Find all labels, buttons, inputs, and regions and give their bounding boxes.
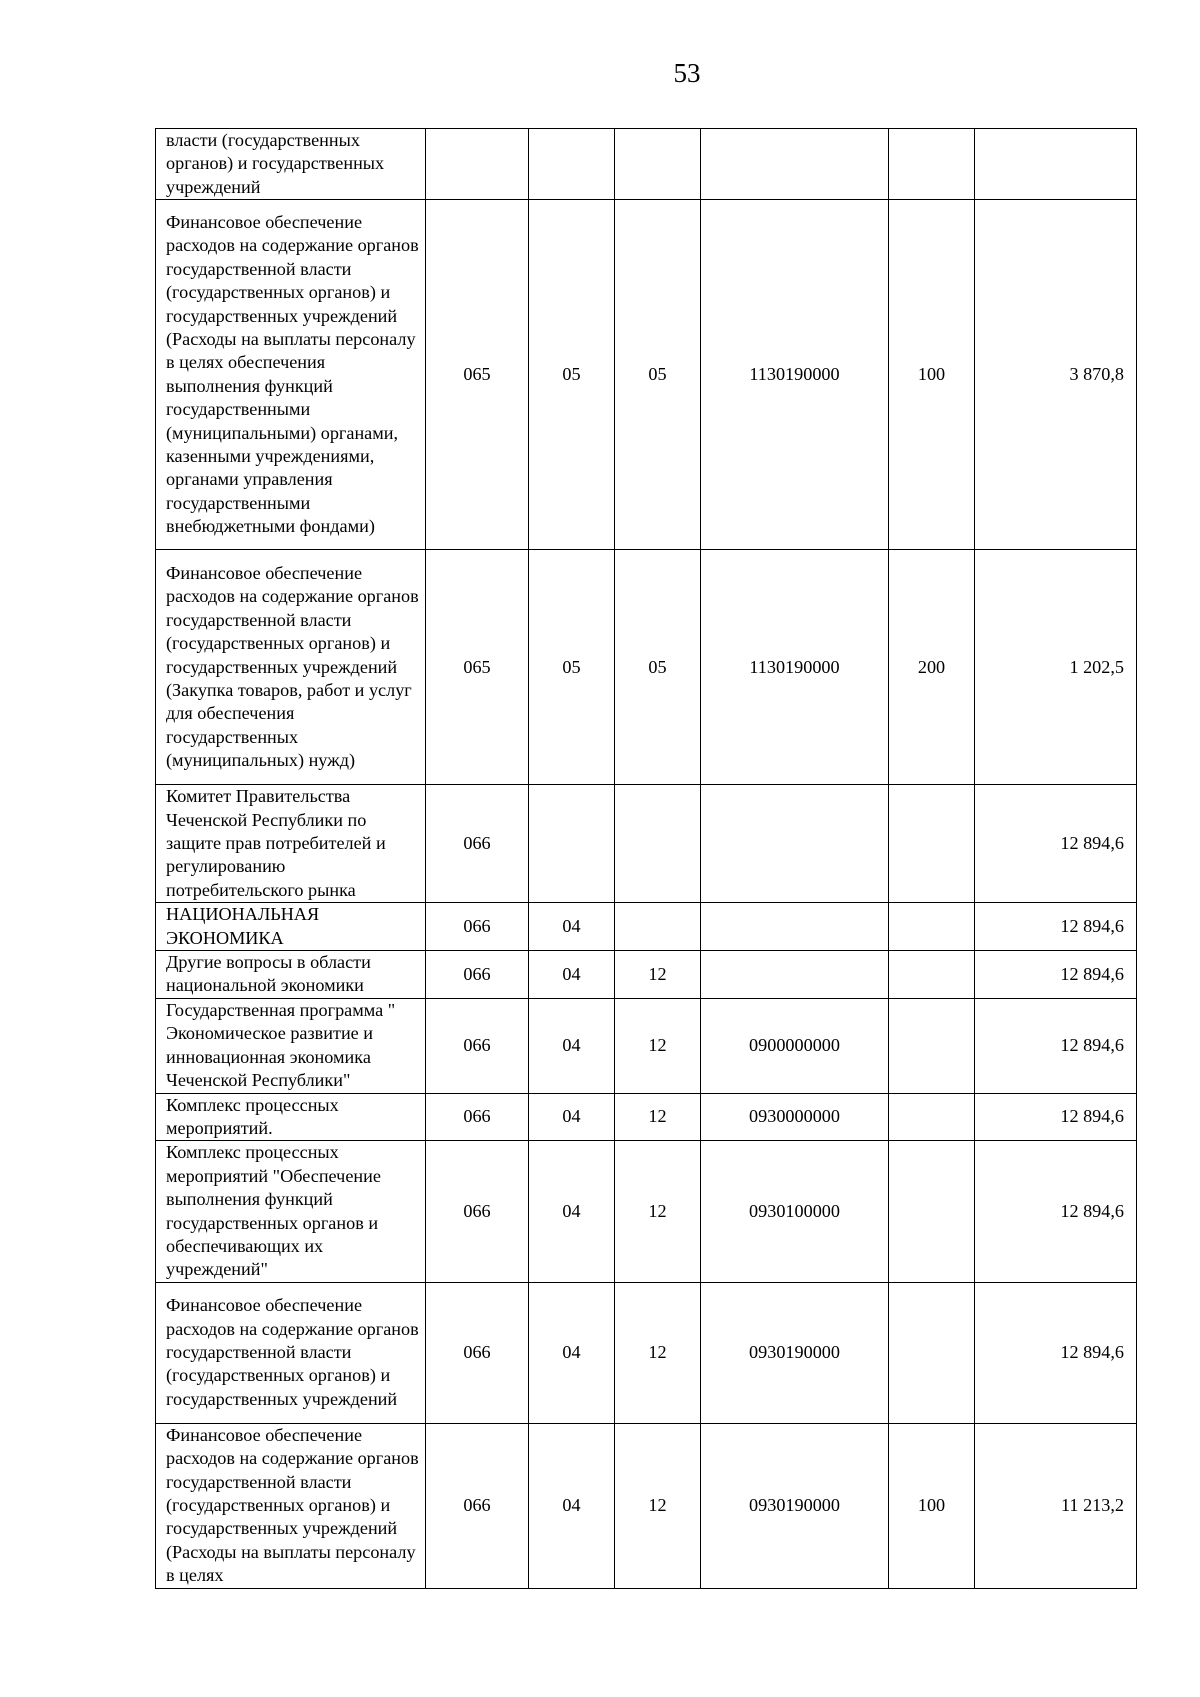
subsection-code-cell: 12 — [615, 1423, 701, 1588]
target-article-cell: 0930190000 — [701, 1423, 889, 1588]
amount-cell: 12 894,6 — [975, 1282, 1137, 1423]
amount-cell: 1 202,5 — [975, 550, 1137, 785]
table-row — [156, 1282, 1137, 1423]
expense-type-cell — [889, 998, 975, 1093]
expense-type-cell — [889, 903, 975, 951]
table-row — [156, 903, 1137, 951]
expense-name-cell: Комитет Правительства Чеченской Республики по защите прав потребителей и регулированию потребительского рынка — [156, 785, 426, 903]
expense-type-cell — [889, 1093, 975, 1141]
expense-name-cell: Комплекс процессных мероприятий. — [156, 1093, 426, 1141]
amount-cell: 12 894,6 — [975, 1093, 1137, 1141]
subsection-code-cell — [615, 785, 701, 903]
table-row — [156, 785, 1137, 903]
expense-type-cell — [889, 1141, 975, 1282]
target-article-cell — [701, 903, 889, 951]
expense-type-cell — [889, 129, 975, 200]
expense-type-cell — [889, 951, 975, 999]
subsection-code-cell: 12 — [615, 1141, 701, 1282]
table-row — [156, 129, 1137, 200]
budget-table — [155, 128, 1137, 1589]
expense-name-cell: Финансовое обеспечение расходов на содержание органов государственной власти (государственных органов) и государственных учреждений (Расходы на выплаты персоналу в целях — [156, 1423, 426, 1588]
ministry-code-cell: 066 — [426, 785, 529, 903]
ministry-code-cell: 066 — [426, 903, 529, 951]
ministry-code-cell — [426, 129, 529, 200]
table-row — [156, 200, 1137, 550]
expense-type-cell: 200 — [889, 550, 975, 785]
target-article-cell — [701, 129, 889, 200]
subsection-code-cell — [615, 903, 701, 951]
expense-name-cell: власти (государственных органов) и государственных учреждений — [156, 129, 426, 200]
target-article-cell: 0900000000 — [701, 998, 889, 1093]
amount-cell: 12 894,6 — [975, 998, 1137, 1093]
section-code-cell: 04 — [529, 1282, 615, 1423]
ministry-code-cell: 065 — [426, 550, 529, 785]
expense-type-cell — [889, 785, 975, 903]
amount-cell: 11 213,2 — [975, 1423, 1137, 1588]
subsection-code-cell: 12 — [615, 1282, 701, 1423]
target-article-cell — [701, 951, 889, 999]
table-row — [156, 951, 1137, 999]
amount-cell: 3 870,8 — [975, 200, 1137, 550]
expense-name-cell: Государственная программа " Экономическое развитие и инновационная экономика Чеченской Республики" — [156, 998, 426, 1093]
target-article-cell: 0930100000 — [701, 1141, 889, 1282]
table-row — [156, 1141, 1137, 1282]
section-code-cell: 04 — [529, 998, 615, 1093]
expense-type-cell — [889, 1282, 975, 1423]
target-article-cell — [701, 785, 889, 903]
subsection-code-cell: 05 — [615, 200, 701, 550]
amount-cell: 12 894,6 — [975, 903, 1137, 951]
expense-name-cell: Финансовое обеспечение расходов на содержание органов государственной власти (государственных органов) и государственных учреждений — [156, 1282, 426, 1423]
section-code-cell: 04 — [529, 951, 615, 999]
section-code-cell: 04 — [529, 1423, 615, 1588]
ministry-code-cell: 066 — [426, 1141, 529, 1282]
table-row — [156, 1093, 1137, 1141]
table-row — [156, 550, 1137, 785]
subsection-code-cell — [615, 129, 701, 200]
ministry-code-cell: 066 — [426, 998, 529, 1093]
expense-name-cell: Финансовое обеспечение расходов на содержание органов государственной власти (государственных органов) и государственных учреждений (Закупка товаров, работ и услуг для обеспечения государственных (муниципальных) нужд) — [156, 550, 426, 785]
ministry-code-cell: 065 — [426, 200, 529, 550]
section-code-cell: 05 — [529, 200, 615, 550]
target-article-cell: 1130190000 — [701, 200, 889, 550]
expense-type-cell: 100 — [889, 200, 975, 550]
amount-cell: 12 894,6 — [975, 951, 1137, 999]
target-article-cell: 1130190000 — [701, 550, 889, 785]
expense-type-cell: 100 — [889, 1423, 975, 1588]
expense-name-cell: НАЦИОНАЛЬНАЯ ЭКОНОМИКА — [156, 903, 426, 951]
subsection-code-cell: 12 — [615, 998, 701, 1093]
ministry-code-cell: 066 — [426, 951, 529, 999]
section-code-cell: 05 — [529, 550, 615, 785]
expense-name-cell: Финансовое обеспечение расходов на содержание органов государственной власти (государственных органов) и государственных учреждений (Расходы на выплаты персоналу в целях обеспечения выполнения функций государственными (муниципальными) органами, казенными учреждениями, органами управления государственными внебюджетными фондами) — [156, 200, 426, 550]
page-number: 53 — [673, 58, 701, 88]
section-code-cell: 04 — [529, 1141, 615, 1282]
target-article-cell: 0930000000 — [701, 1093, 889, 1141]
subsection-code-cell: 12 — [615, 1093, 701, 1141]
ministry-code-cell: 066 — [426, 1093, 529, 1141]
section-code-cell — [529, 129, 615, 200]
subsection-code-cell: 05 — [615, 550, 701, 785]
section-code-cell — [529, 785, 615, 903]
expense-name-cell: Другие вопросы в области национальной экономики — [156, 951, 426, 999]
section-code-cell: 04 — [529, 903, 615, 951]
ministry-code-cell: 066 — [426, 1423, 529, 1588]
target-article-cell: 0930190000 — [701, 1282, 889, 1423]
section-code-cell: 04 — [529, 1093, 615, 1141]
table-row — [156, 1423, 1137, 1588]
amount-cell: 12 894,6 — [975, 785, 1137, 903]
subsection-code-cell: 12 — [615, 951, 701, 999]
amount-cell: 12 894,6 — [975, 1141, 1137, 1282]
ministry-code-cell: 066 — [426, 1282, 529, 1423]
expense-name-cell: Комплекс процессных мероприятий "Обеспечение выполнения функций государственных органов и обеспечивающих их учреждений" — [156, 1141, 426, 1282]
amount-cell — [975, 129, 1137, 200]
table-row — [156, 998, 1137, 1093]
